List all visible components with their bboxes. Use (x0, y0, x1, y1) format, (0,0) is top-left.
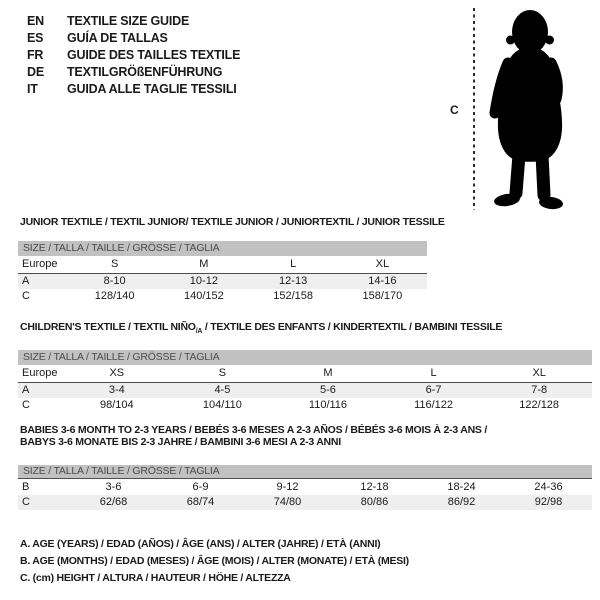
language-title-block (27, 13, 240, 98)
language-row-de (27, 64, 240, 81)
table-cell: 80/86 (360, 496, 389, 508)
language-code: IT (27, 82, 38, 96)
table-cell: 12-13 (279, 275, 308, 287)
language-row-it (27, 81, 240, 98)
table-cell: 86/92 (447, 496, 476, 508)
table-title-subscript: /A (195, 328, 203, 336)
table-cell: 18-24 (447, 481, 476, 493)
row-label: A (22, 275, 30, 287)
table-row-age (18, 383, 592, 398)
table-title-line-2: BABYS 3-6 MONATE BIS 2-3 JAHRE / BAMBINI 3-6 MESI A 2-3 ANNI (20, 436, 341, 448)
column-header: S (218, 367, 227, 380)
table-header-row (18, 256, 427, 274)
language-code: EN (27, 14, 44, 28)
table-cell: 74/80 (273, 496, 302, 508)
column-header: Europe (22, 367, 58, 380)
legend-footnotes (20, 536, 409, 587)
table-cell: 128/140 (94, 290, 135, 302)
table-cell: 9-12 (276, 481, 299, 493)
table-cell: 5-6 (320, 384, 336, 397)
table-cell: 14-16 (368, 275, 397, 287)
table-cell: 122/128 (519, 399, 560, 412)
footnote-b: B. AGE (MONTHS) / EDAD (MESES) / ÂGE (MOIS) / ALTER (MONATE) / ETÀ (MESI) (20, 555, 409, 567)
babies-textile-table (18, 424, 592, 510)
row-label: A (22, 384, 30, 397)
table-cell: 152/158 (273, 290, 313, 302)
column-header: XL (532, 367, 546, 380)
size-header-bar: SIZE / TALLA / TAILLE / GRÖSSE / TAGLIA (18, 350, 592, 365)
baby-silhouette-icon (483, 5, 577, 210)
table-cell: 4-5 (214, 384, 231, 397)
table-cell: 6-7 (425, 384, 442, 397)
size-header-bar: SIZE / TALLA / TAILLE / GRÖSSE / TAGLIA (18, 465, 592, 479)
table-cell: 98/104 (99, 399, 134, 412)
column-header: L (430, 367, 437, 380)
language-title: TEXTILE SIZE GUIDE (67, 14, 190, 28)
row-label: C (22, 496, 30, 508)
table-title: JUNIOR TEXTILE / TEXTIL JUNIOR/ TEXTILE JUNIOR / JUNIORTEXTIL / JUNIOR TESSILE (20, 216, 445, 228)
footnote-a: A. AGE (YEARS) / EDAD (AÑOS) / ÂGE (ANS) / ALTER (JAHRE) / ETÀ (ANNI) (20, 538, 381, 550)
footnote-c: C. (cm) HEIGHT / ALTURA / HAUTEUR / HÖHE / ALTEZZA (20, 572, 291, 584)
table-cell: 3-6 (105, 481, 122, 493)
language-code: ES (27, 31, 44, 45)
language-row-en (27, 13, 240, 30)
table-title-text: / TEXTILE DES ENFANTS / KINDERTEXTIL / BAMBINI TESSILE (202, 321, 503, 333)
size-header-bar: SIZE / TALLA / TAILLE / GRÖSSE / TAGLIA (18, 241, 427, 256)
table-row-height (18, 495, 592, 510)
table-cell: 158/170 (362, 290, 403, 302)
language-title: GUIDE DES TAILLES TEXTILE (67, 48, 241, 62)
table-cell: 140/152 (183, 290, 224, 302)
table-cell: 12-18 (360, 481, 389, 493)
table-cell: 24-36 (534, 481, 563, 493)
table-row-age (18, 479, 592, 495)
table-cell: 68/74 (186, 496, 215, 508)
column-header: XL (375, 258, 390, 270)
language-code: DE (27, 65, 44, 79)
junior-textile-table (18, 216, 445, 304)
children-textile-table (18, 321, 592, 413)
table-row-age (18, 274, 427, 289)
table-row-height (18, 398, 592, 413)
table-cell: 6-9 (192, 481, 209, 493)
table-cell: 104/110 (202, 399, 242, 412)
language-row-fr (27, 47, 240, 64)
table-title-line-1: BABIES 3-6 MONTH TO 2-3 YEARS / BEBÉS 3-6 MESES A 2-3 AÑOS / BÉBÉS 3-6 MOIS À 2-3 ANS / (20, 424, 488, 436)
column-header: Europe (22, 258, 58, 270)
language-row-es (27, 30, 240, 47)
language-title: TEXTILGRÖßENFÜHRUNG (67, 65, 223, 79)
row-label: C (22, 290, 30, 302)
table-header-row (18, 365, 592, 383)
table-cell: 110/116 (308, 399, 348, 412)
language-code: FR (27, 48, 44, 62)
table-cell: 3-4 (108, 384, 125, 397)
table-cell: 10-12 (189, 275, 218, 287)
table-cell: 62/68 (99, 496, 128, 508)
table-title-text: CHILDREN'S TEXTILE / TEXTIL NIÑO (20, 321, 196, 333)
language-title: GUIDA ALLE TAGLIE TESSILI (67, 82, 237, 96)
table-cell: 8-10 (103, 275, 126, 287)
column-header: M (199, 258, 209, 270)
row-label: B (22, 481, 30, 493)
column-header: XS (109, 367, 125, 380)
table-cell: 116/122 (414, 399, 454, 412)
column-header: M (323, 367, 333, 380)
row-label: C (22, 399, 30, 412)
table-title (18, 321, 592, 338)
language-title: GUÍA DE TALLAS (67, 31, 168, 45)
table-row-height (18, 289, 427, 304)
column-header: L (290, 258, 297, 270)
height-measure-dashed-line (473, 8, 475, 210)
table-cell: 92/98 (534, 496, 563, 508)
table-cell: 7-8 (531, 384, 548, 397)
column-header: S (110, 258, 119, 270)
height-measure-label: C (450, 103, 459, 117)
